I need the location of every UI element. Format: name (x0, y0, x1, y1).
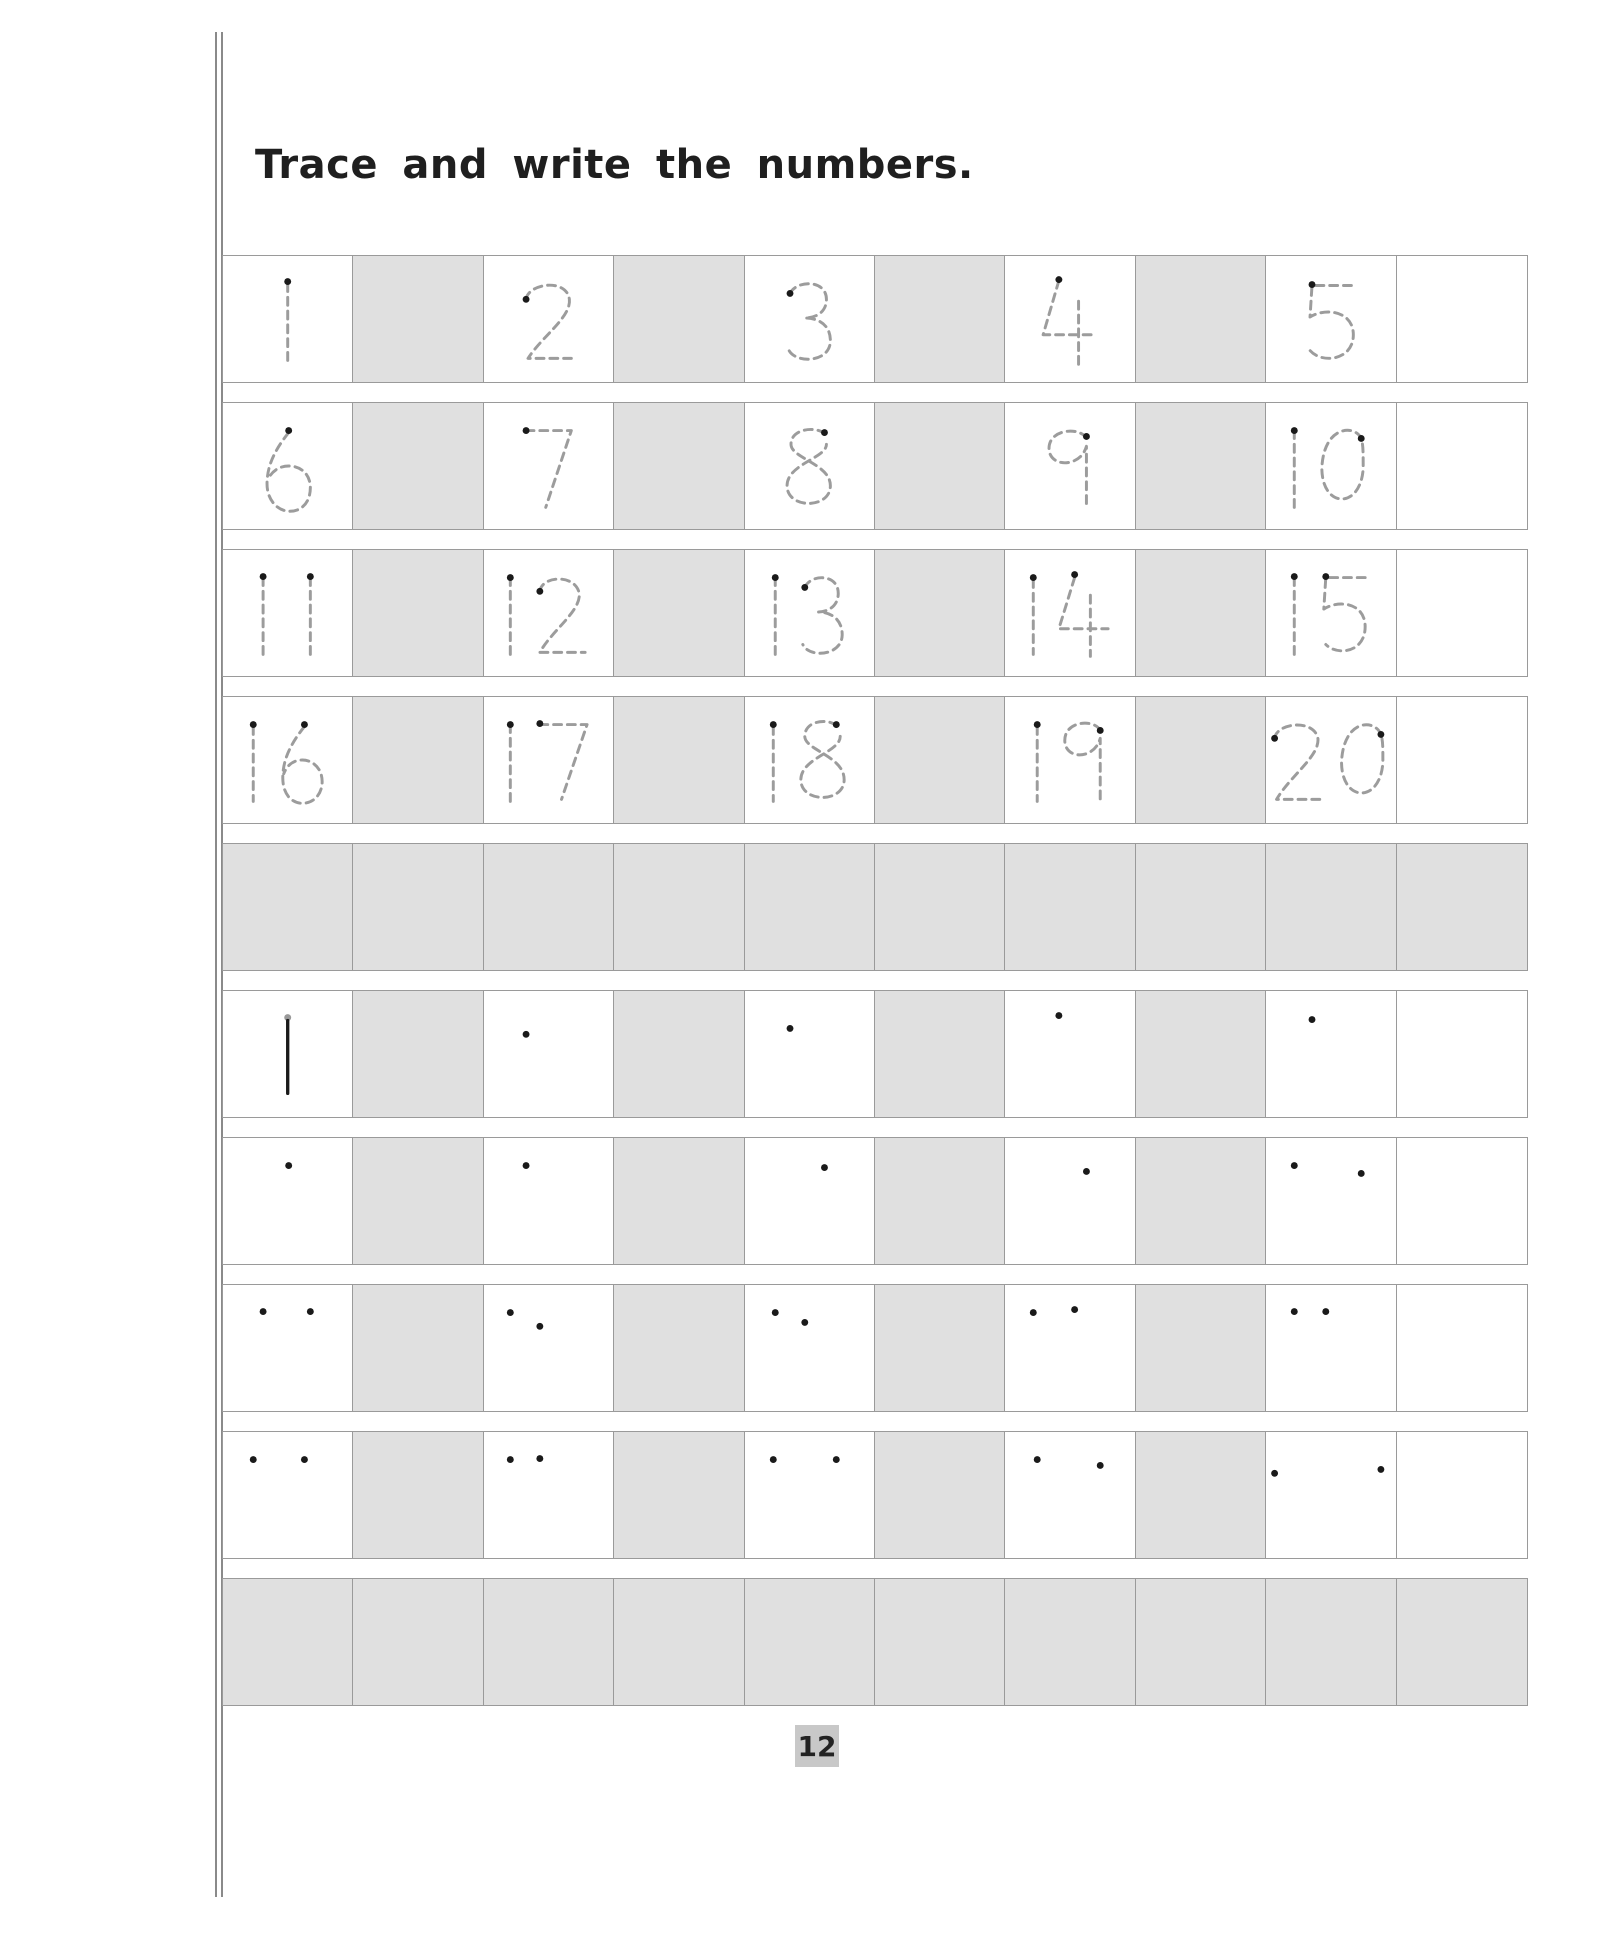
write-cell[interactable] (353, 1579, 483, 1705)
write-cell[interactable] (1397, 844, 1527, 970)
write-cell[interactable] (875, 991, 1005, 1117)
start-dot-cell[interactable] (223, 991, 353, 1117)
write-cell[interactable] (353, 256, 483, 382)
start-dot-cell[interactable] (484, 1285, 614, 1411)
trace-row-1 (222, 255, 1528, 383)
write-cell[interactable] (875, 1138, 1005, 1264)
write-cell[interactable] (353, 697, 483, 823)
trace-cell[interactable] (223, 550, 353, 676)
write-cell[interactable] (875, 256, 1005, 382)
start-dot-cell[interactable] (1266, 991, 1396, 1117)
start-dot-cell[interactable] (1005, 1432, 1135, 1558)
trace-row-2 (222, 402, 1528, 530)
write-cell[interactable] (1397, 991, 1527, 1117)
write-cell[interactable] (745, 844, 875, 970)
traced-number-4 (1044, 281, 1097, 365)
write-cell[interactable] (1397, 1285, 1527, 1411)
traced-number-2 (526, 285, 571, 358)
write-cell[interactable] (353, 1285, 483, 1411)
start-dot-cell[interactable] (1266, 1285, 1396, 1411)
traced-number-3 (789, 284, 830, 360)
traced-number-11 (263, 578, 310, 655)
trace-cell[interactable] (1266, 550, 1396, 676)
write-cell[interactable] (614, 403, 744, 529)
trace-cell[interactable] (1005, 403, 1135, 529)
traced-number-18 (773, 721, 844, 801)
write-cell[interactable] (875, 550, 1005, 676)
traced-number-17 (510, 725, 587, 802)
traced-number-12 (510, 578, 585, 655)
start-dot-cell[interactable] (745, 991, 875, 1117)
write-cell[interactable] (484, 1579, 614, 1705)
write-cell[interactable] (1397, 1579, 1527, 1705)
page-number: 12 (795, 1725, 839, 1767)
write-cell[interactable] (1136, 550, 1266, 676)
write-cell[interactable] (1397, 256, 1527, 382)
write-cell[interactable] (614, 1432, 744, 1558)
write-cell[interactable] (1136, 256, 1266, 382)
trace-cell[interactable] (484, 403, 614, 529)
traced-number-10 (1295, 430, 1364, 507)
write-cell[interactable] (1136, 697, 1266, 823)
start-dot-cell[interactable] (484, 1432, 614, 1558)
trace-cell[interactable] (1266, 403, 1396, 529)
write-cell[interactable] (614, 697, 744, 823)
trace-cell[interactable] (1005, 256, 1135, 382)
page-title: Trace and write the numbers. (255, 142, 974, 188)
write-cell[interactable] (1397, 697, 1527, 823)
traced-number-16 (253, 727, 322, 804)
start-dot-cell[interactable] (745, 1285, 875, 1411)
start-dot-cell[interactable] (223, 1432, 353, 1558)
traced-number-8 (787, 429, 830, 503)
write-cell[interactable] (1005, 844, 1135, 970)
trace-cell[interactable] (484, 550, 614, 676)
start-dot-cell[interactable] (484, 1138, 614, 1264)
write-cell[interactable] (1266, 1579, 1396, 1705)
trace-cell[interactable] (223, 256, 353, 382)
traced-number-20 (1275, 725, 1383, 800)
write-cell[interactable] (1136, 403, 1266, 529)
margin-line-outer (215, 32, 217, 1897)
start-dot-cell[interactable] (1266, 1432, 1396, 1558)
traced-number-7 (526, 431, 571, 508)
blank-gray-row (222, 843, 1528, 971)
write-cell[interactable] (1397, 1432, 1527, 1558)
start-dot-cell[interactable] (1005, 1285, 1135, 1411)
write-cell[interactable] (353, 844, 483, 970)
write-cell[interactable] (353, 1432, 483, 1558)
trace-cell[interactable] (484, 697, 614, 823)
trace-cell[interactable] (223, 403, 353, 529)
write-cell[interactable] (223, 844, 353, 970)
write-cell[interactable] (484, 844, 614, 970)
traced-number-14 (1034, 578, 1109, 657)
write-cell[interactable] (1136, 991, 1266, 1117)
write-cell[interactable] (1397, 550, 1527, 676)
start-dot-cell[interactable] (1005, 1138, 1135, 1264)
traced-number-5 (1310, 286, 1353, 359)
write-cell[interactable] (614, 256, 744, 382)
write-cell[interactable] (614, 844, 744, 970)
traced-number-6 (267, 433, 310, 512)
write-cell[interactable] (223, 1579, 353, 1705)
dot-row-3 (222, 1284, 1528, 1412)
start-dot-cell[interactable] (745, 1138, 875, 1264)
trace-cell[interactable] (484, 256, 614, 382)
trace-row-3 (222, 549, 1528, 677)
write-cell[interactable] (353, 991, 483, 1117)
write-cell[interactable] (1136, 1579, 1266, 1705)
write-cell[interactable] (614, 1285, 744, 1411)
dot-row-4 (222, 1431, 1528, 1559)
start-dot-cell[interactable] (1005, 991, 1135, 1117)
trace-cell[interactable] (1005, 697, 1135, 823)
write-cell[interactable] (1136, 1138, 1266, 1264)
write-cell[interactable] (875, 403, 1005, 529)
write-cell[interactable] (614, 991, 744, 1117)
write-cell[interactable] (1136, 1432, 1266, 1558)
write-cell[interactable] (353, 550, 483, 676)
write-cell[interactable] (875, 1579, 1005, 1705)
write-cell[interactable] (614, 1579, 744, 1705)
write-cell[interactable] (875, 1285, 1005, 1411)
start-dot-cell[interactable] (223, 1138, 353, 1264)
write-cell[interactable] (1005, 1579, 1135, 1705)
write-cell[interactable] (614, 550, 744, 676)
trace-cell[interactable] (745, 550, 875, 676)
dot-row-1 (222, 990, 1528, 1118)
traced-number-15 (1295, 578, 1366, 655)
write-cell[interactable] (1136, 1285, 1266, 1411)
start-dot-cell[interactable] (223, 1285, 353, 1411)
write-cell[interactable] (875, 1432, 1005, 1558)
trace-cell[interactable] (745, 256, 875, 382)
trace-cell[interactable] (1005, 550, 1135, 676)
traced-number-13 (775, 578, 842, 655)
trace-cell[interactable] (1266, 697, 1396, 823)
write-cell[interactable] (875, 844, 1005, 970)
write-cell[interactable] (875, 697, 1005, 823)
write-cell[interactable] (614, 1138, 744, 1264)
trace-cell[interactable] (745, 403, 875, 529)
blank-gray-row (222, 1578, 1528, 1706)
trace-row-4 (222, 696, 1528, 824)
write-cell[interactable] (1397, 1138, 1527, 1264)
write-cell[interactable] (353, 1138, 483, 1264)
start-dot-cell[interactable] (1266, 1138, 1396, 1264)
writing-grid (222, 255, 1528, 1725)
write-cell[interactable] (1136, 844, 1266, 970)
trace-cell[interactable] (745, 697, 875, 823)
write-cell[interactable] (353, 403, 483, 529)
start-dot-cell[interactable] (745, 1432, 875, 1558)
traced-number-9 (1049, 431, 1086, 507)
trace-cell[interactable] (223, 697, 353, 823)
traced-number-19 (1038, 723, 1101, 801)
write-cell[interactable] (1266, 844, 1396, 970)
start-dot-cell[interactable] (484, 991, 614, 1117)
write-cell[interactable] (1397, 403, 1527, 529)
trace-cell[interactable] (1266, 256, 1396, 382)
dot-row-2 (222, 1137, 1528, 1265)
write-cell[interactable] (745, 1579, 875, 1705)
